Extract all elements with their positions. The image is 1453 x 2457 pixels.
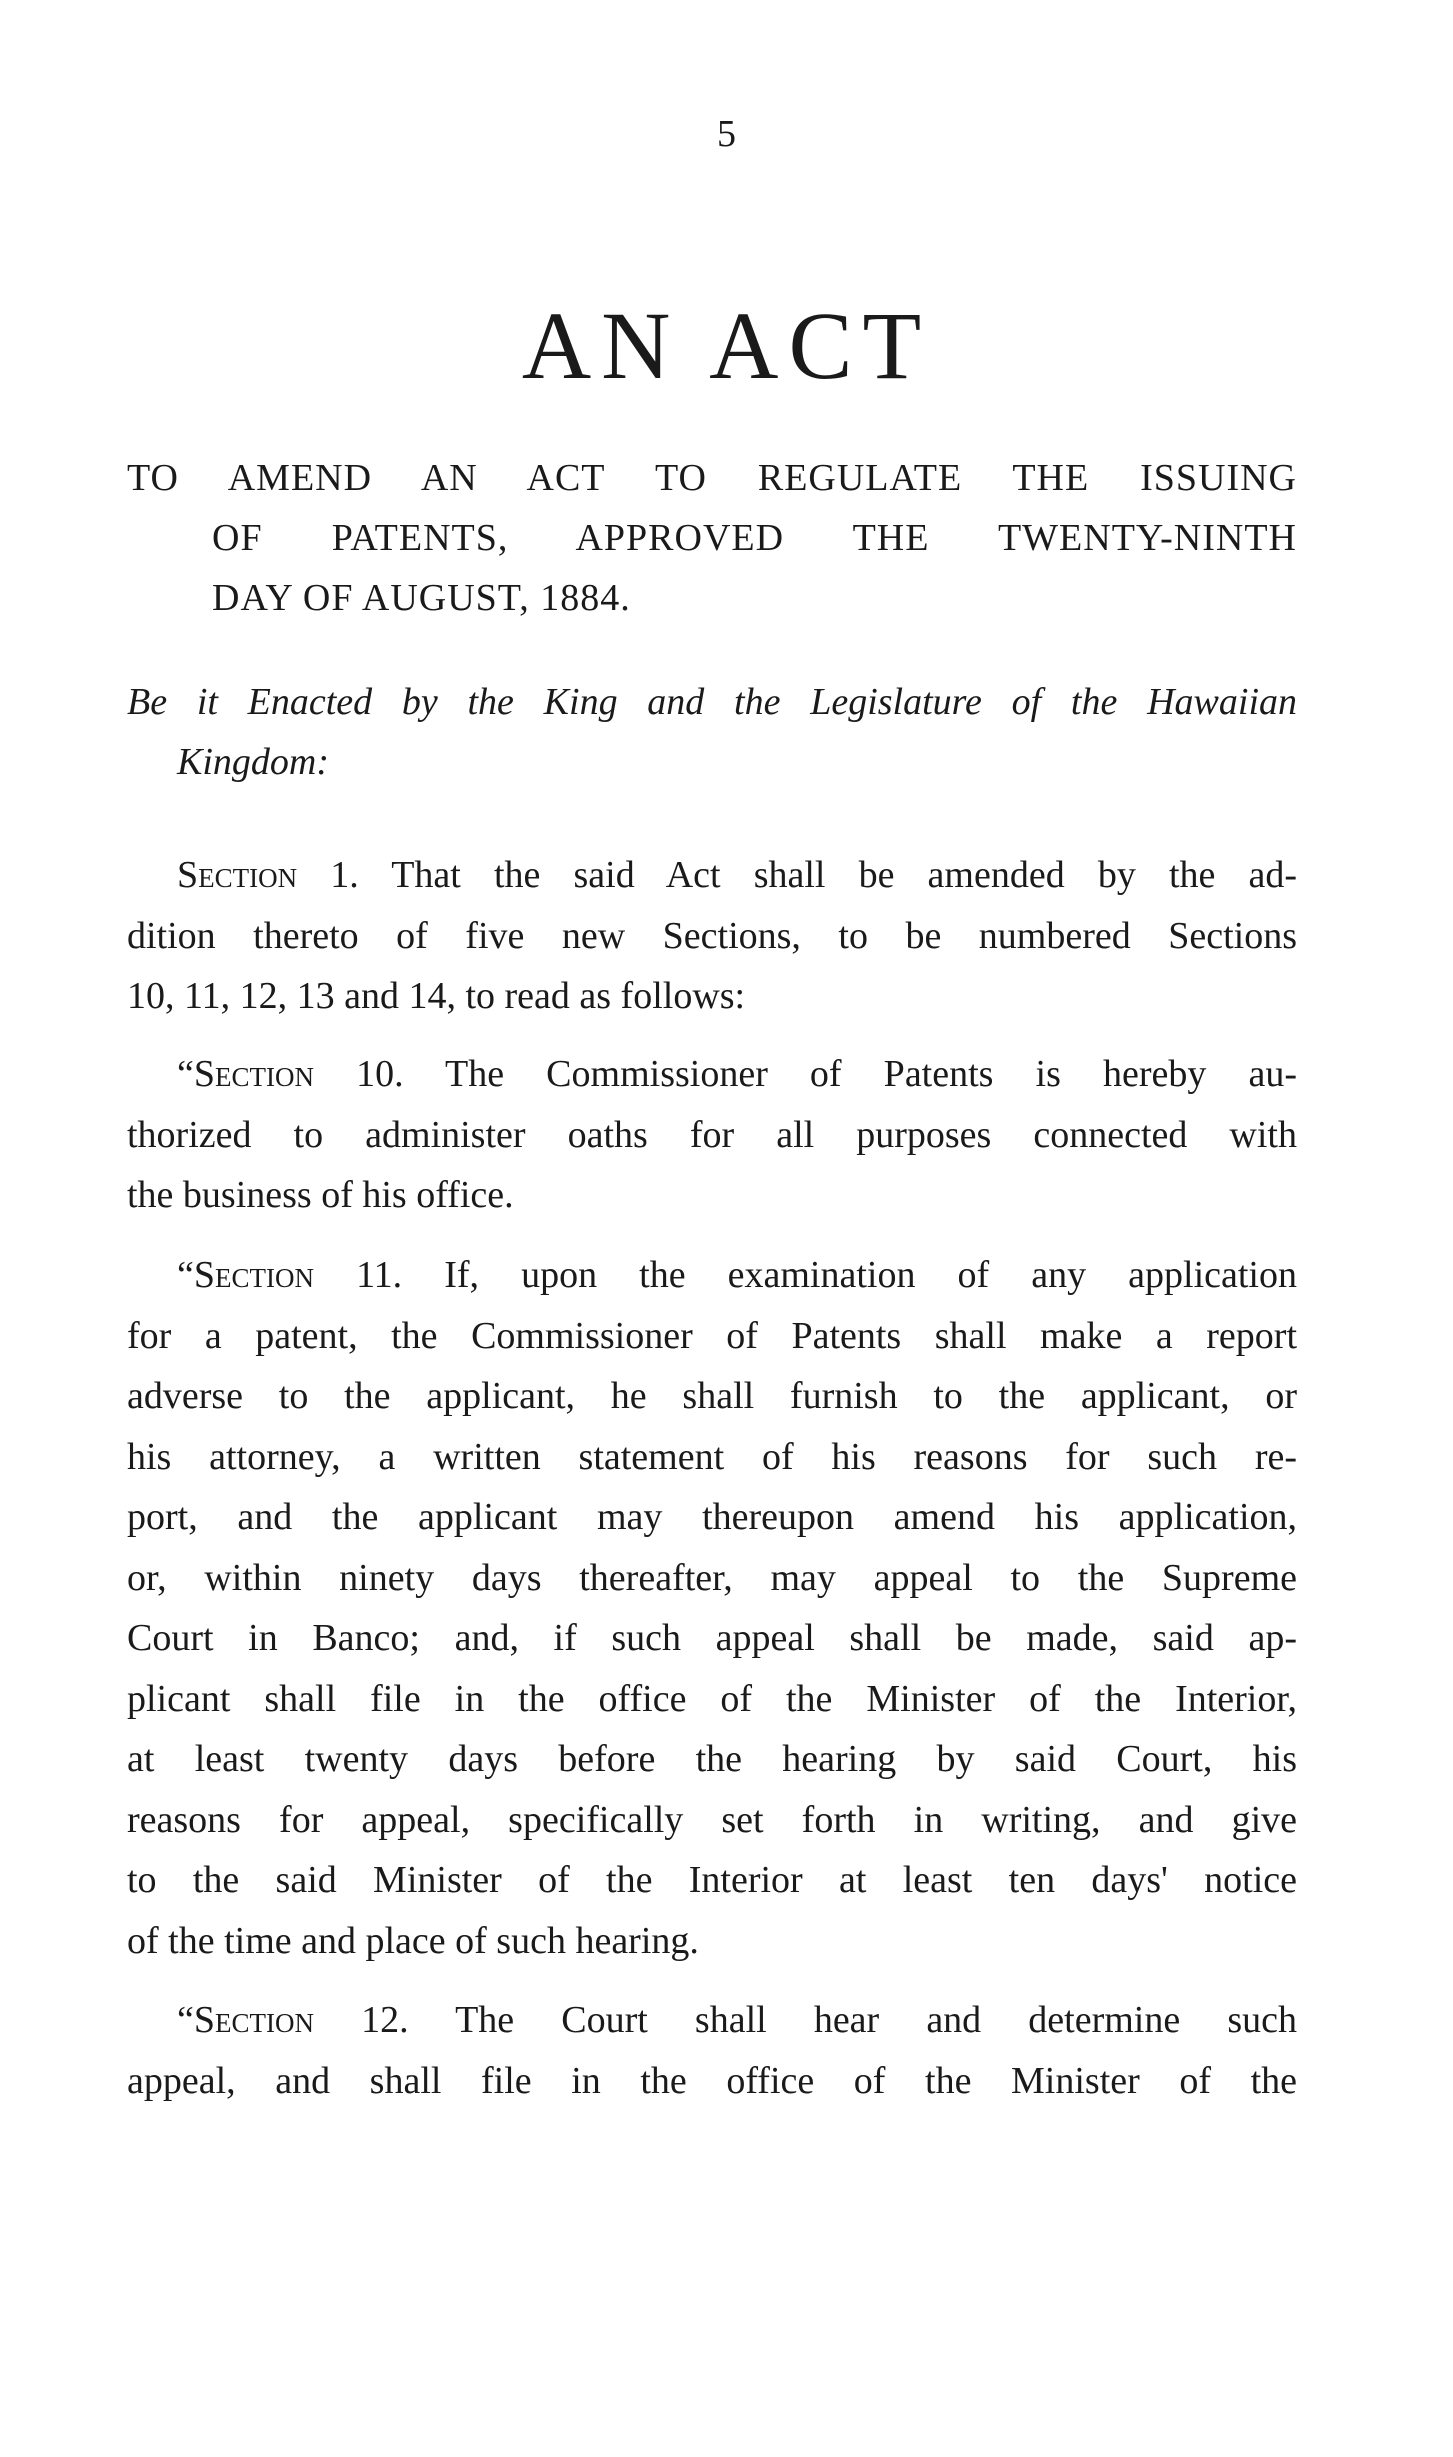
section-line: Court in Banco; and, if such appeal shall be made, said ap-: [127, 1617, 1297, 1659]
section-first-line: [127, 1044, 1297, 1105]
section-line: port, and the applicant may thereupon amend his application,: [127, 1496, 1297, 1538]
section-11: [127, 1245, 1297, 1971]
section-line: for a patent, the Commissioner of Patents shall make a report: [127, 1314, 1297, 1357]
section-number: 10.: [356, 1053, 404, 1095]
section-first-line: [127, 1990, 1297, 2051]
section-number: 1.: [330, 854, 359, 896]
section-12: [127, 1990, 1297, 2111]
section-number: 12.: [361, 1999, 409, 2041]
open-quote: “: [177, 1999, 194, 2041]
enacting-line: Be it Enacted by the King and the Legislature of the Hawaiian: [127, 681, 1297, 723]
act-title: AN ACT: [521, 292, 932, 399]
subtitle-line: OF PATENTS, APPROVED THE TWENTY-NINTH: [212, 517, 1297, 559]
subtitle-line: TO AMEND AN ACT TO REGULATE THE ISSUING: [127, 457, 1297, 499]
section-line: appeal, and shall file in the office of the Minister of the: [127, 2059, 1297, 2102]
section-text: That the said Act shall be amended by the ad-: [391, 854, 1298, 896]
section-line: of the time and place of such hearing.: [127, 1919, 699, 1962]
enacting-clause: [127, 672, 1297, 792]
section-number: 11.: [356, 1254, 403, 1296]
section-label: Section: [193, 1053, 314, 1095]
section-label: Section: [193, 1254, 314, 1296]
section-first-line: [127, 845, 1297, 906]
enacting-line: Kingdom:: [177, 741, 329, 783]
act-subtitle: [127, 448, 1297, 628]
section-line: 10, 11, 12, 13 and 14, to read as follows:: [127, 975, 746, 1017]
open-quote: “: [177, 1053, 194, 1095]
section-line: his attorney, a written statement of his reasons for such re-: [127, 1435, 1297, 1478]
section-label: Section: [193, 1999, 314, 2041]
section-line: reasons for appeal, specifically set forth in writing, and give: [127, 1798, 1297, 1841]
section-text: The Commissioner of Patents is hereby au-: [445, 1053, 1297, 1095]
section-line: dition thereto of five new Sections, to be numbered Sections: [127, 914, 1297, 957]
section-line: thorized to administer oaths for all purposes connected with: [127, 1113, 1297, 1156]
section-line: adverse to the applicant, he shall furnish to the applicant, or: [127, 1375, 1297, 1417]
open-quote: “: [177, 1254, 194, 1296]
page-number: 5: [717, 113, 736, 155]
section-text: The Court shall hear and determine such: [455, 1999, 1297, 2041]
section-10: [127, 1044, 1297, 1226]
subtitle-line: DAY OF AUGUST, 1884.: [212, 577, 631, 619]
section-line: the business of his office.: [127, 1174, 514, 1216]
section-text: If, upon the examination of any application: [444, 1254, 1297, 1296]
section-line: plicant shall file in the office of the Minister of the Interior,: [127, 1677, 1297, 1720]
section-line: to the said Minister of the Interior at least ten days' notice: [127, 1859, 1297, 1901]
section-first-line: [127, 1245, 1297, 1306]
section-label: Section: [177, 854, 298, 896]
section-line: or, within ninety days thereafter, may appeal to the Supreme: [127, 1556, 1297, 1599]
section-1: [127, 845, 1297, 1027]
section-line: at least twenty days before the hearing by said Court, his: [127, 1738, 1297, 1780]
